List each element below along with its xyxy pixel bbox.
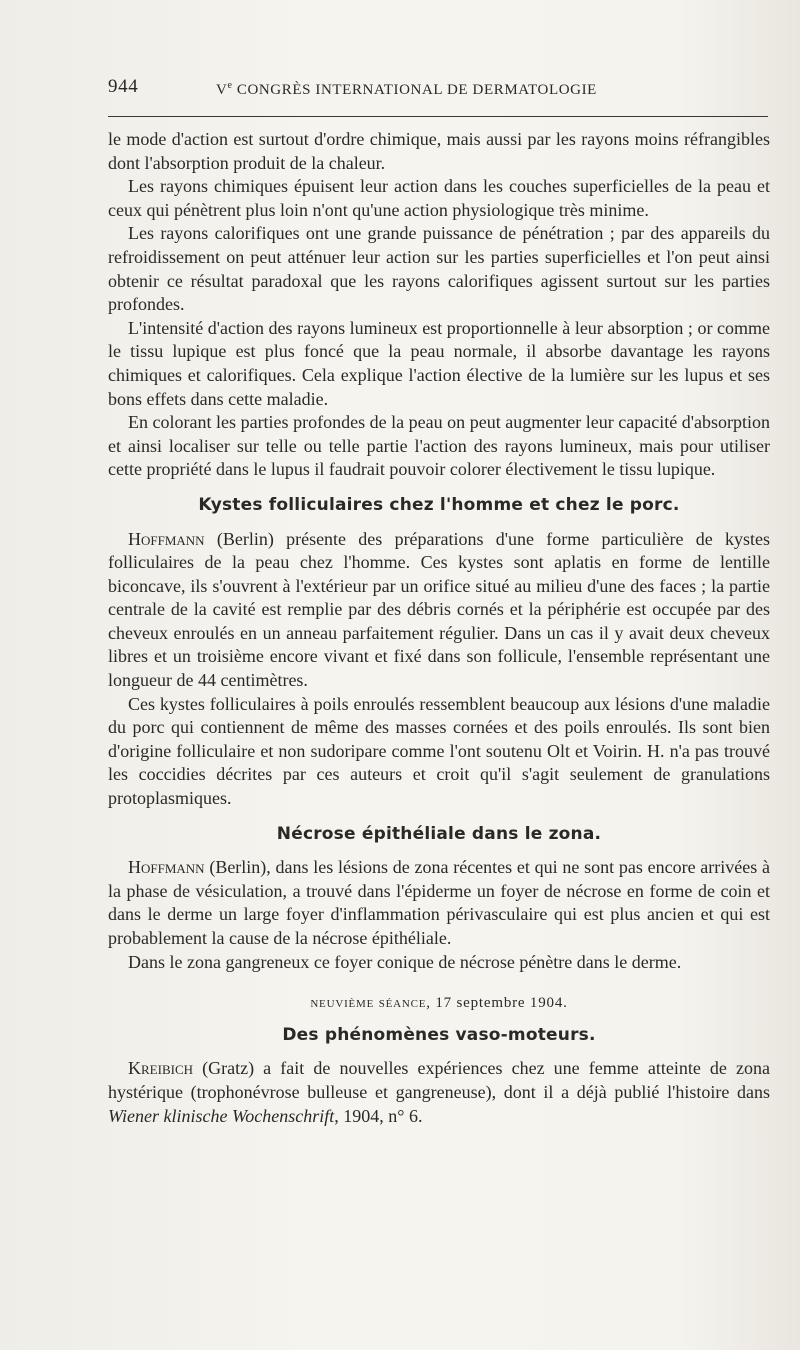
paragraph-rayons-chimiques: Les rayons chimiques épuisent leur action dans les couches superficielles de la peau et ceux qui pénètrent plus loin n'ont qu'une action physiologique très minime.	[108, 176, 770, 220]
running-title-text: CONGRÈS INTERNATIONAL DE DERMATOLOGIE	[232, 82, 597, 98]
header-rule	[108, 116, 768, 117]
section-heading-kystes: Kystes folliculaires chez l'homme et chez le porc.	[198, 494, 680, 515]
session-heading	[108, 992, 770, 1016]
paragraph-intensite: L'intensité d'action des rayons lumineux est proportionnelle à leur absorption ; or comme le tissu lupique est plus foncé que la peau normale, il absorbe davantage les rayons chimiques et calorifiques. Cela explique l'action élective de la lumière sur les lupus et ses bons effets dans cette maladie.	[108, 317, 770, 409]
session-date: 17 septembre 1904.	[430, 995, 568, 1012]
paragraph-necrose-1	[108, 856, 770, 950]
paragraph-rayons-calorifiques: Les rayons calorifiques ont une grande puissance de pénétration ; par des appareils du refroidissement on peut atténuer leur action sur les parties superficielles et l'on peut ainsi obtenir ce résultat paradoxal que les rayons calorifiques agissent surtout sur les parties profondes.	[108, 223, 770, 315]
paragraph-colorant: En colorant les parties profondes de la peau on peut augmenter leur capacité d'absorption et ainsi localiser sur telle ou telle partie l'action des rayons lumineux, mais pour utiliser cette propriété dans le lupus il faudrait pouvoir colorer électivement le tissu lupique.	[108, 412, 770, 480]
paragraph-continuation: le mode d'action est surtout d'ordre chimique, mais aussi par les rayons moins réfrangibles dont l'absorption produit de la chaleur.	[108, 129, 770, 173]
paragraph-necrose-1-text: (Berlin), dans les lésions de zona récentes et qui ne sont pas encore arrivées à la phase de vésiculation, a trouvé dans l'épiderme un foyer de nécrose en forme de coin et dans le derme un large foyer d'inflammation périvasculaire qui est plus ancien et qui est probablement la cause de la nécrose épithéliale.	[108, 857, 770, 948]
section-heading-necrose: Nécrose épithéliale dans le zona.	[276, 823, 602, 844]
section-heading-vaso-moteurs: Des phénomènes vaso-moteurs.	[282, 1024, 596, 1045]
author-name: Hoffmann	[128, 857, 205, 878]
body-text	[108, 128, 770, 1128]
paragraph-kystes-2: Ces kystes folliculaires à poils enroulés ressemblent beaucoup aux lésions d'une maladie du porc qui contiennent de même des masses cornées et des poils enroulés. Ils sont bien d'origine folliculaire et non sudoripare comme l'ont soutenu Olt et Voirin. H. n'a pas trouvé les coccidies décrites par ces auteurs et croit qu'il s'agit seulement de granulations protoplasmiques.	[108, 693, 770, 809]
paragraph-kystes-1	[108, 528, 770, 693]
paragraph-kystes-1-text: (Berlin) présente des préparations d'une forme particulière de kystes folliculaires de la peau chez l'homme. Ces kystes sont aplatis en forme de lentille biconcave, ils s'ouvrent à l'extérieur par un orifice situé au milieu d'une des faces ; la partie centrale de la cavité est remplie par des débris cornés et la périphérie est occupée par des cheveux enroulés en un anneau parfaitement régulier. Dans un cas il y avait deux cheveux libres et un troisième encore vivant et fixé dans son follicule, l'ensemble représentant une longueur de 44 centimètres.	[108, 528, 770, 691]
running-header	[108, 74, 768, 104]
running-title-prefix: V	[216, 82, 228, 98]
session-label: neuvième séance,	[310, 995, 431, 1012]
author-name: Hoffmann	[128, 528, 205, 549]
paragraph-vaso-1	[108, 1057, 770, 1128]
running-title-superscript: e	[227, 80, 233, 91]
paragraph-necrose-2: Dans le zona gangreneux ce foyer conique de nécrose pénètre dans le derme.	[128, 951, 682, 972]
journal-title: Wiener klinische Wochenschrift	[108, 1105, 335, 1126]
running-title	[216, 80, 597, 99]
paragraph-vaso-1-text-a: (Gratz) a fait de nouvelles expériences chez une femme atteinte de zona hystérique (trophonévrose bulleuse et gangreneuse), dont il a déjà publié l'histoire dans	[108, 1058, 770, 1102]
page-number: 944	[108, 76, 139, 97]
author-name: Kreibich	[128, 1058, 193, 1079]
paragraph-vaso-1-text-b: , 1904, n° 6.	[334, 1105, 423, 1126]
